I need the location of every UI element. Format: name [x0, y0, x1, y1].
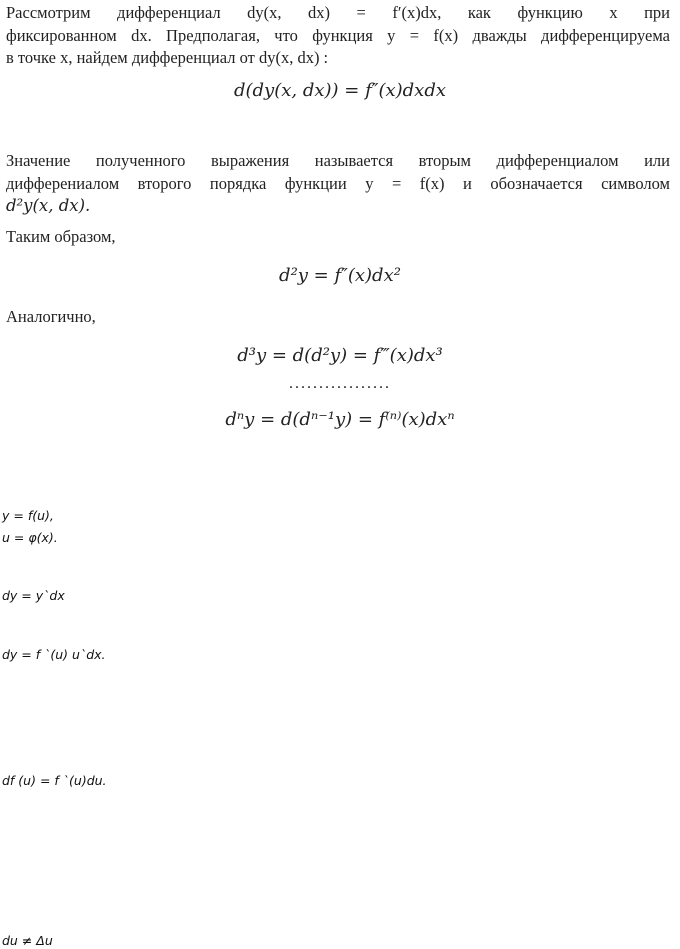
composite-formula-u: u = φ(x). [2, 530, 58, 545]
second-differential-paragraph [6, 150, 670, 218]
intro-line-3: в точке x, найдем дифференциал от dy(x, dx) : [6, 48, 329, 67]
formula-dy-y-prime: dy = y`dx [2, 588, 65, 603]
thus-label: Таким образом, [6, 227, 116, 246]
formula-df-u: df (u) = f `(u)du. [2, 773, 107, 788]
similarly-label: Аналогично, [6, 307, 96, 326]
formula-second-differential-definition: d(dy(x, dx)) = f″(x)dxdx [233, 80, 447, 101]
second-diff-line-1: Значение полученного выражения называется вторым дифференциалом или [6, 151, 670, 170]
second-diff-line-2: дифферениалом второго порядка функции y = f(x) и обозначается символом [6, 173, 670, 193]
formula-du-not-delta: du ≠ Δu [2, 933, 53, 948]
intro-line-2: фиксированном dx. Предполагая, что функция y = f(x) дважды дифференцируема [6, 25, 670, 45]
intro-paragraph [6, 2, 670, 70]
ellipsis-dots: ................. [289, 375, 391, 392]
intro-line-1: Рассмотрим дифференциал dy(x, dx) = f′(x)dx, как функцию x при [6, 3, 670, 22]
formula-second-differential: d²y = f″(x)dx² [279, 265, 401, 286]
formula-dy-chain: dy = f `(u) u`dx. [2, 647, 106, 662]
composite-formula-y: y = f(u), [2, 508, 54, 523]
second-diff-line-3: d²y(x, dx). [6, 196, 91, 215]
formula-nth-differential: dⁿy = d(dⁿ⁻¹y) = f⁽ⁿ⁾(x)dxⁿ [225, 409, 455, 430]
formula-third-differential: d³y = d(d²y) = f‴(x)dx³ [237, 345, 443, 366]
